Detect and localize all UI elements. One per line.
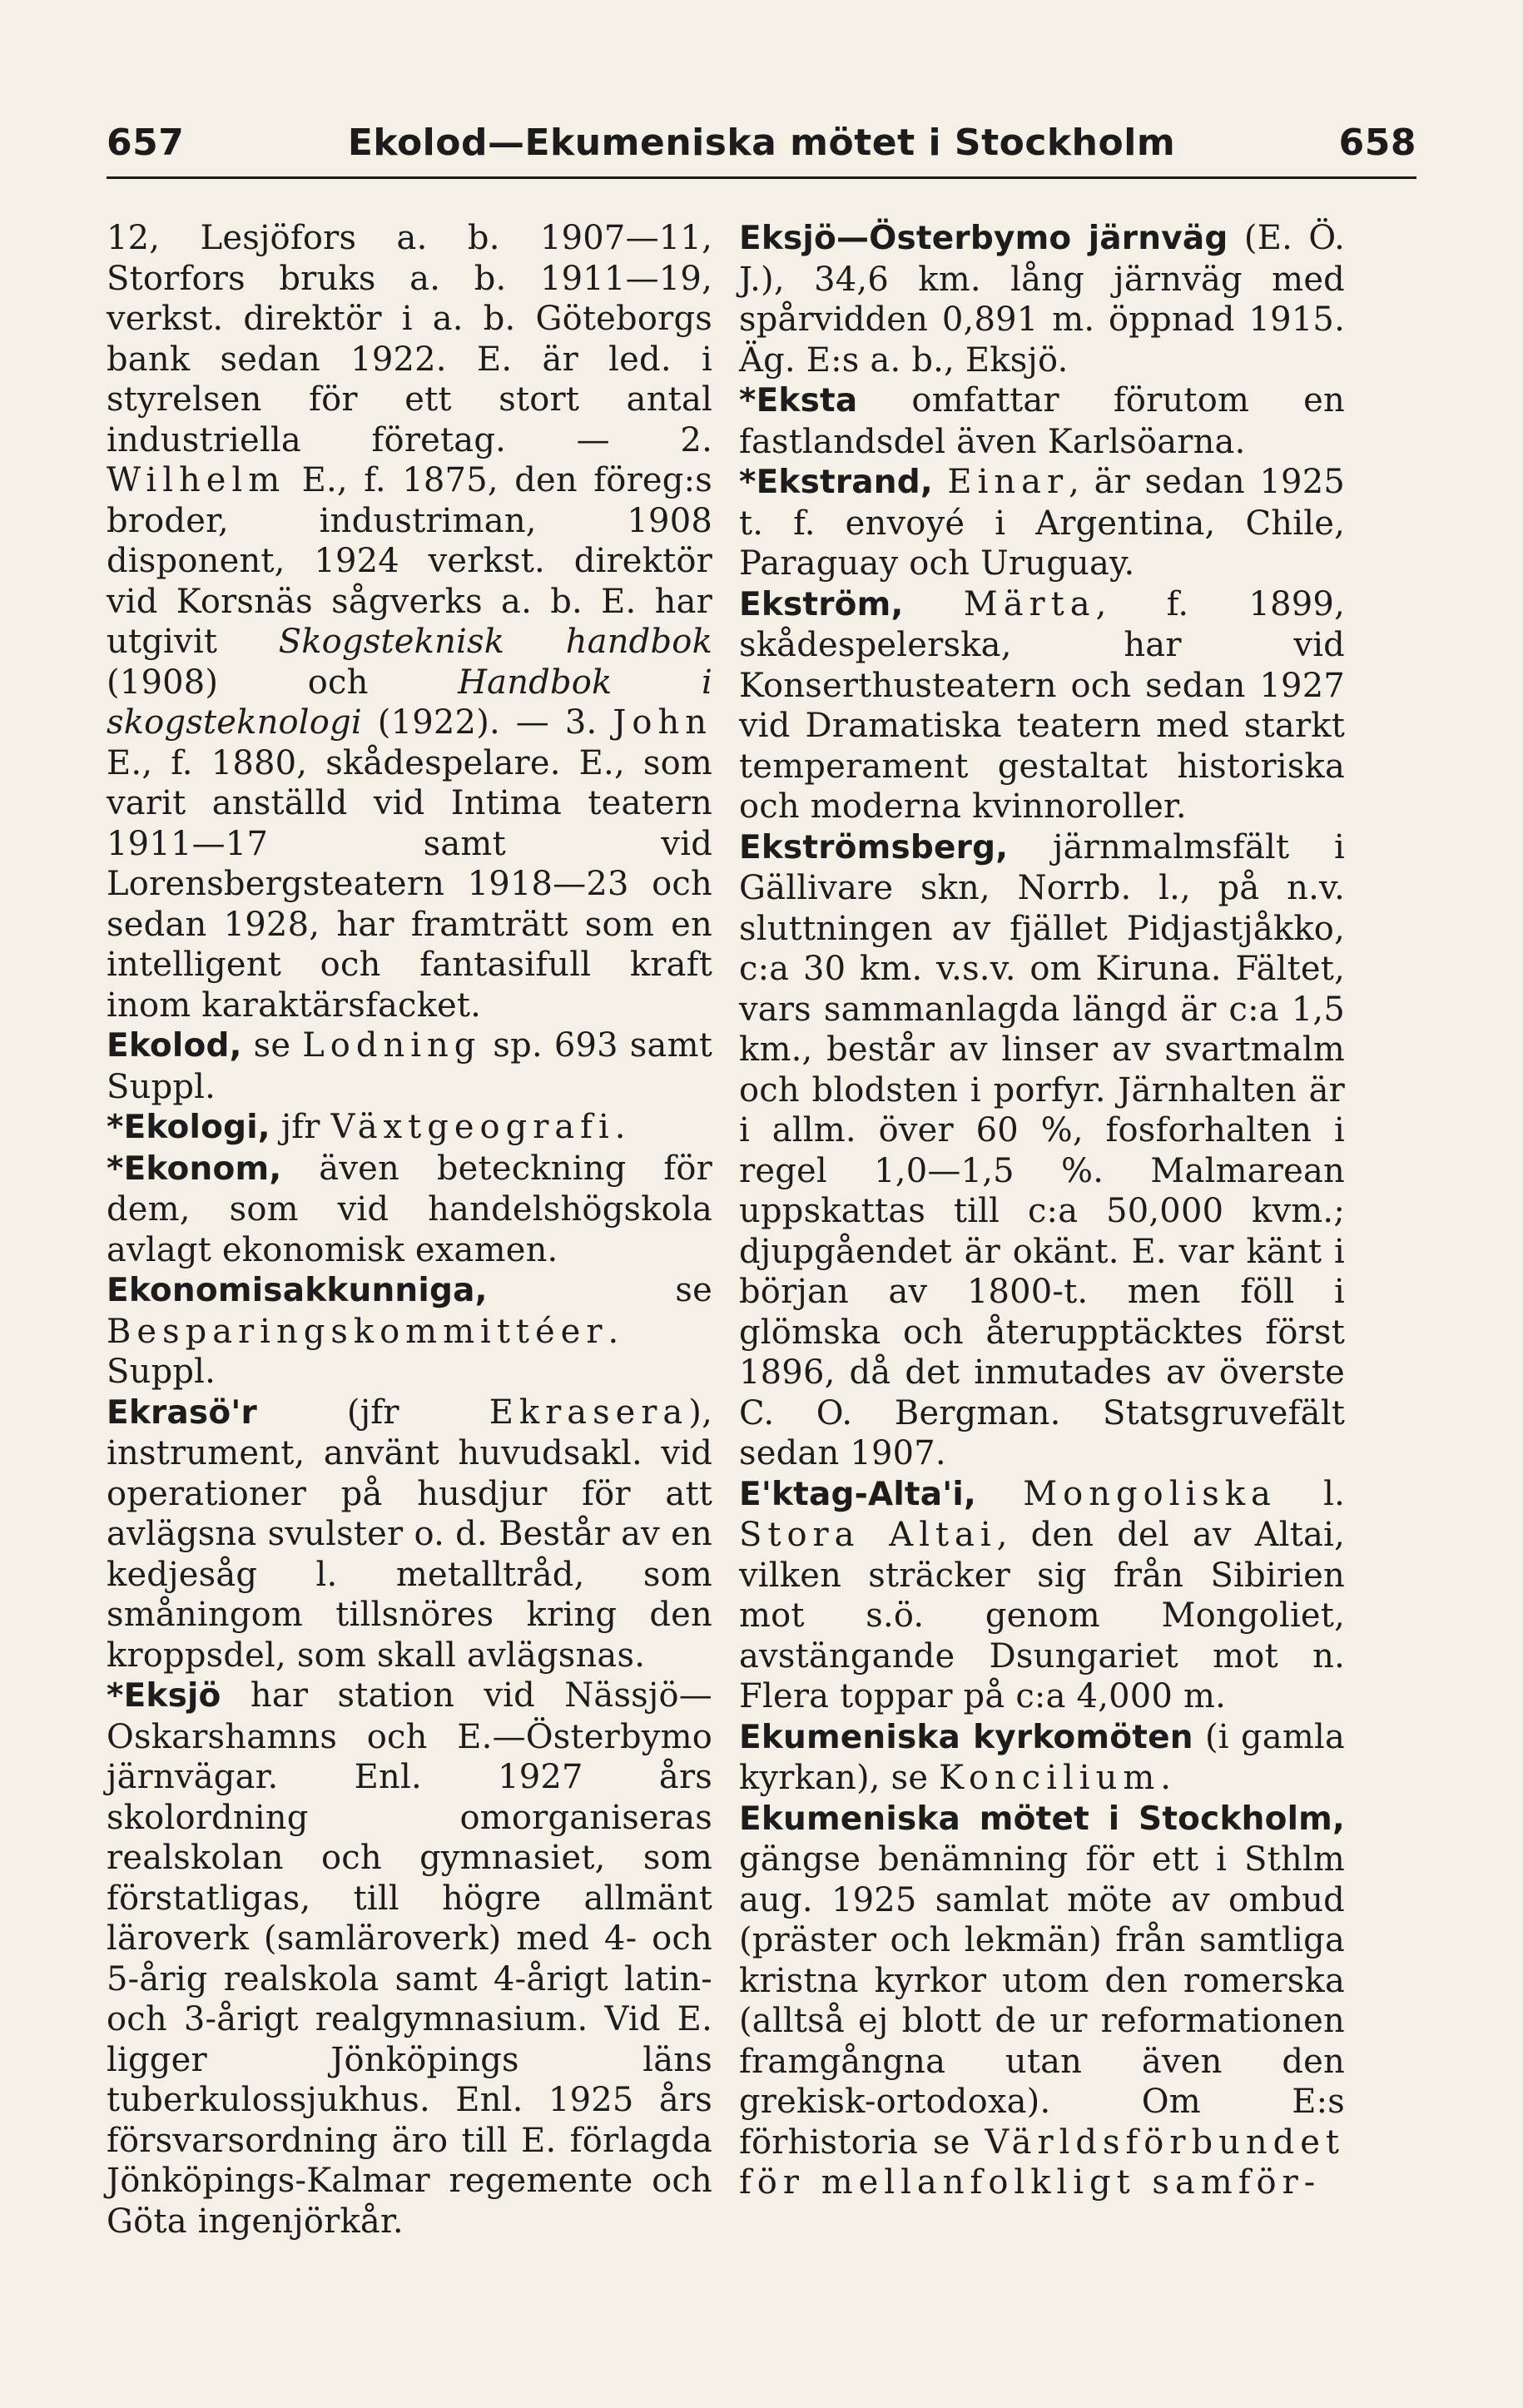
headword: *Ekologi, [107,1109,270,1146]
entry-text [976,1475,1023,1513]
entry-text: gängse benämning för ett i Sthlm aug. 1925 samlat möte av ombud (präster och lekmän) från samtliga kristna kyrkor utom den romerska (alltså ej blott de ur reformationen framgångna utan även den grekisk-ortodoxa). Om E:s förhistoria se [739,1840,1345,2162]
entry-ekonom [107,1149,712,1271]
entry-text: 12, Lesjöfors a. b. 1907—11, Storfors bruks a. b. 1911—19, verkst. direktör i a. b. Göteborgs bank sedan 1922. E. är led. i styrelsen för ett stort antal industriella företag. — 2. [107,219,712,459]
headword: E'ktag-Alta'i, [739,1475,977,1513]
headword: Ekrasö'r [107,1393,257,1432]
page-number-left: 657 [107,122,185,164]
headword: Ekströmsberg, [739,828,1009,866]
entry-text: l. [1276,1474,1345,1513]
spaced-name: Einar [947,463,1069,501]
spaced-name: Mongoliska [1023,1474,1277,1513]
headword: Ekström, [739,585,904,623]
entry-ekrasor [107,1393,712,1676]
entry-text: sp. 693 samt Suppl. [107,1026,712,1106]
headword: *Eksjö [107,1677,221,1715]
headword: Ekumeniska kyrkomöten [739,1718,1193,1756]
entry-ekonomisakkunniga [107,1270,712,1393]
spaced-name: Stora Altai [739,1516,997,1554]
headword: Ekumeniska mötet i Stockholm, [739,1800,1345,1838]
headword: Eksjö—Österbymo järnväg [739,220,1228,257]
entry-text: (jfr [256,1393,489,1432]
entry-eksta [739,380,1345,462]
cross-reference: Växtgeografi [330,1108,615,1146]
entry-text: , är sedan 1925 t. f. envoyé i Argentina, Chile, Paraguay och Uruguay. [739,463,1345,583]
headword: *Ekstrand, [739,464,933,501]
entry-text: (1908) och [107,663,459,702]
entry-text: (E. Ö. J.), 34,6 km. lång järnväg med spårvidden 0,891 m. öppnad 1915. Äg. E:s a. b., Eksjö. [739,219,1345,380]
entry-text: jfr [270,1108,331,1146]
spaced-name: Märta [963,584,1096,623]
cross-reference: Ekrasera [489,1393,689,1432]
spaced-name: John [613,703,712,742]
headword: *Ekonom, [107,1149,282,1188]
cross-reference: Lodning [302,1026,482,1065]
entry-text: se [487,1271,712,1309]
entry-ekolod [107,1025,712,1107]
entry-ekstrand [739,462,1345,584]
headword: Ekonomisakkunniga, [107,1272,488,1309]
cross-reference: Besparingskommittéer [107,1312,608,1351]
entry-ekstrom [739,584,1345,827]
entry-text: E., f. 1875, den föreg:s broder, industriman, 1908 disponent, 1924 verkst. direktör vid Korsnäs sågverks a. b. E. har utgivit [107,461,712,661]
entry-ekologi [107,1107,712,1149]
entry-text: . [1160,1759,1172,1797]
entry-text: (i gamla kyrkan), se [739,1717,1346,1797]
cross-reference: Koncilium [939,1759,1161,1797]
entry-text: . [614,1108,626,1146]
entry-text: E., f. 1880, skådespelare. E., som varit anställd vid Intima teatern 1911—17 samt vid Lorensbergsteatern 1918—23 och sedan 1928, har framträtt som en intelligent och fantasifull kraft inom karaktärsfacket. [107,743,712,1025]
left-column [107,218,712,2242]
entry-text: ), instrument, använt huvudsakl. vid operationer på husdjur för att avlägsna svulster o. d. Består av en kedjesåg l. metalltråd, som småningom tillsnöres kring den kroppsdel, som skall avlägsnas. [107,1393,712,1675]
spaced-name: Wilhelm [107,461,286,499]
entry-text: se [241,1026,303,1065]
entry-text: har station vid Nässjö—Oskarshamns och E.—Österbymo järnvägar. Enl. 1927 års skolordning omorganiseras realskolan och gymnasiet, som förstatligas, till högre allmänt läroverk (samläroverk) med 4- och 5-årig realskola samt 4-årigt latin- och 3-årigt realgymnasium. Vid E. ligger Jönköpings läns tuberkulossjukhus. Enl. 1925 års försvarsordning äro till E. förlagda Jönköpings-Kalmar regemente och Göta ingenjörkår. [107,1676,712,2241]
entry-ekumeniska-kyrkomoten [739,1717,1345,1799]
entry-text: järnmalmsfält i Gällivare skn, Norrb. l., på n.v. sluttningen av fjället Pidjastjåkko, c:a 30 km. v.s.v. om Kiruna. Fältet, vars sammanlagda längd är c:a 1,5 km., består av linser av svartmalm och blodsten i porfyr. Järnhalten är i allm. över 60 %, fosforhalten i regel 1,0—1,5 %. Malmarean uppskattas till c:a 50,000 kvm.; djupgåendet är okänt. E. var känt i början av 1800-t. men föll i glömska och återupptäcktes först 1896, då det inmutades av överste C. O. Bergman. Statsgruvefält sedan 1907. [739,827,1345,1472]
entry-eksjo [107,1676,712,2242]
entry-text [933,463,948,501]
entry-ekstromsberg [739,827,1345,1474]
running-title: Ekolod—Ekumeniska mötet i Stockholm [347,122,1176,164]
cross-reference: Världsförbundet för mellanfolkligt samför- [739,2123,1345,2202]
headword: Ekolod, [107,1027,242,1065]
entry-eksjo-osterbymo [739,218,1345,380]
headword: *Eksta [739,382,858,420]
book-title: Skogsteknisk handbok [278,623,713,661]
entry-continuation-ekman [107,218,712,1025]
book-title: Handbok i skogsteknologi [107,663,712,742]
entry-ekumeniska-motet [739,1799,1345,2203]
entry-text: omfattar förutom en fastlandsdel även Karlsöarna. [739,381,1345,461]
page-header [107,118,1416,179]
entry-text: , f. 1899, skådespelerska, har vid Konserthusteatern och sedan 1927 vid Dramatiska teatern med starkt temperament gestaltat historiska och moderna kvinnoroller. [739,584,1345,826]
entry-ektag-altai [739,1474,1345,1717]
entry-text: . Suppl. [107,1312,619,1391]
right-column [739,218,1345,2203]
entry-text: (1922). — 3. [361,703,613,742]
page-number-right: 658 [1338,122,1416,164]
entry-text [904,585,964,623]
entry-text: även beteckning för dem, som vid handelshögskola avlagt ekonomisk examen. [107,1149,712,1269]
entry-text: , den del av Altai, vilken sträcker sig från Sibirien mot s.ö. genom Mongoliet, avstängande Dsungariet mot n. Flera toppar på c:a 4,000 m. [739,1516,1345,1715]
